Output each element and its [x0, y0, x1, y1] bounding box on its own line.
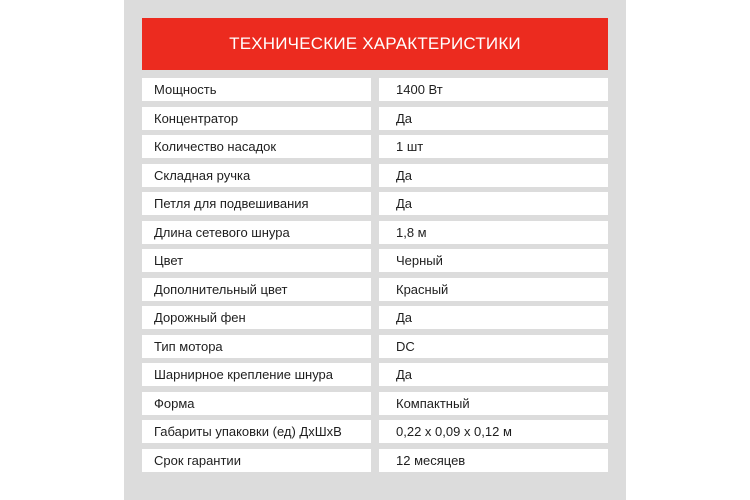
- spec-value: 1,8 м: [379, 221, 608, 244]
- spec-row: [142, 78, 608, 101]
- spec-label: Длина сетевого шнура: [142, 221, 371, 244]
- spec-row: [142, 420, 608, 443]
- spec-label: Шарнирное крепление шнура: [142, 363, 371, 386]
- spec-row: [142, 392, 608, 415]
- spec-row: [142, 107, 608, 130]
- spec-value: Да: [379, 107, 608, 130]
- specs-panel: [124, 0, 626, 500]
- spec-value: Да: [379, 164, 608, 187]
- spec-row: [142, 449, 608, 472]
- spec-label: Срок гарантии: [142, 449, 371, 472]
- spec-label: Тип мотора: [142, 335, 371, 358]
- spec-label: Форма: [142, 392, 371, 415]
- spec-row: [142, 306, 608, 329]
- spec-value: 0,22 x 0,09 x 0,12 м: [379, 420, 608, 443]
- spec-label: Габариты упаковки (ед) ДхШхВ: [142, 420, 371, 443]
- spec-value: Черный: [379, 249, 608, 272]
- spec-label: Концентратор: [142, 107, 371, 130]
- specs-header: [142, 18, 608, 70]
- spec-row: [142, 135, 608, 158]
- spec-row: [142, 164, 608, 187]
- spec-label: Количество насадок: [142, 135, 371, 158]
- spec-row: [142, 192, 608, 215]
- specs-title: ТЕХНИЧЕСКИЕ ХАРАКТЕРИСТИКИ: [229, 34, 521, 53]
- spec-value: 1 шт: [379, 135, 608, 158]
- spec-label: Дополнительный цвет: [142, 278, 371, 301]
- spec-label: Петля для подвешивания: [142, 192, 371, 215]
- spec-value: DC: [379, 335, 608, 358]
- spec-row: [142, 363, 608, 386]
- spec-label: Мощность: [142, 78, 371, 101]
- spec-value: Да: [379, 306, 608, 329]
- spec-value: Да: [379, 363, 608, 386]
- spec-row: [142, 249, 608, 272]
- spec-row: [142, 221, 608, 244]
- spec-value: Компактный: [379, 392, 608, 415]
- spec-label: Складная ручка: [142, 164, 371, 187]
- specs-table: [142, 78, 608, 472]
- spec-row: [142, 278, 608, 301]
- spec-value: Красный: [379, 278, 608, 301]
- spec-label: Дорожный фен: [142, 306, 371, 329]
- spec-value: 12 месяцев: [379, 449, 608, 472]
- spec-value: 1400 Вт: [379, 78, 608, 101]
- spec-label: Цвет: [142, 249, 371, 272]
- spec-value: Да: [379, 192, 608, 215]
- spec-row: [142, 335, 608, 358]
